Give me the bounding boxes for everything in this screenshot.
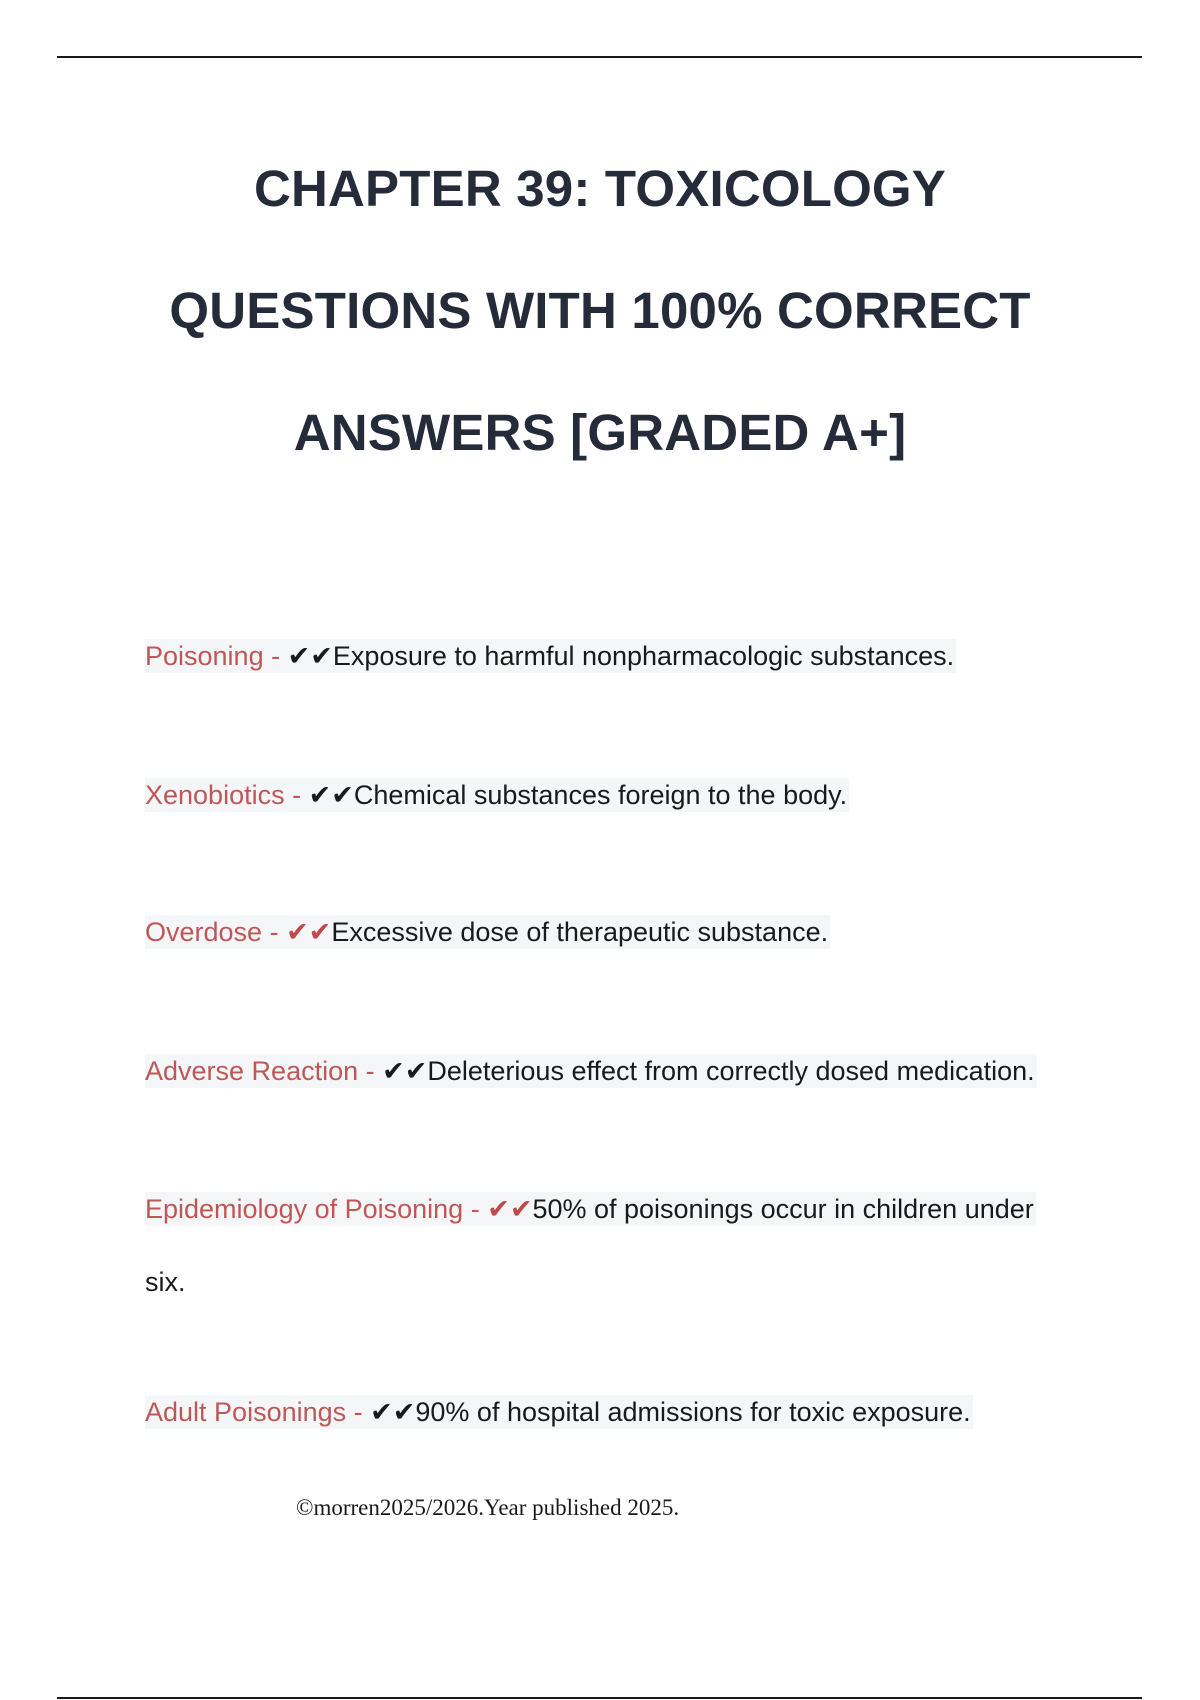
- entry-separator: -: [358, 1056, 383, 1086]
- entry-answer: 90% of hospital admissions for toxic exposure.: [415, 1397, 971, 1427]
- check-icon: ✔✔: [382, 1056, 428, 1086]
- entry-term: Adult Poisonings: [145, 1397, 347, 1427]
- entry-answer: Exposure to harmful nonpharmacologic substances.: [332, 641, 955, 671]
- entry-separator: -: [263, 641, 288, 671]
- entry-answer: 50% of poisonings occur in children under: [532, 1194, 1034, 1224]
- qa-entry-xenobiotics: [145, 775, 849, 815]
- top-rule: [57, 56, 1142, 58]
- entry-term: Adverse Reaction: [145, 1056, 359, 1086]
- entry-answer: Excessive dose of therapeutic substance.: [331, 917, 829, 947]
- bottom-rule: [57, 1697, 1142, 1699]
- check-icon: ✔✔: [286, 917, 332, 947]
- entry-term: Xenobiotics: [145, 780, 285, 810]
- check-icon: ✔✔: [370, 1397, 416, 1427]
- entry-answer: Deleterious effect from correctly dosed medication.: [427, 1056, 1035, 1086]
- entry-term: Epidemiology of Poisoning: [145, 1194, 464, 1224]
- entry-term: Overdose: [145, 917, 263, 947]
- page-title: [0, 128, 1200, 494]
- qa-entry-epidemiology: [145, 1189, 1036, 1229]
- title-line-3: ANSWERS [GRADED A+]: [293, 404, 907, 461]
- entry-separator: -: [346, 1397, 371, 1427]
- title-line-2: QUESTIONS WITH 100% CORRECT: [169, 282, 1031, 339]
- entry-separator: -: [463, 1194, 488, 1224]
- title-line-1: CHAPTER 39: TOXICOLOGY: [253, 160, 947, 217]
- qa-entry-adult-poisonings: [145, 1392, 973, 1432]
- check-icon: ✔✔: [287, 641, 333, 671]
- check-icon: ✔✔: [487, 1194, 533, 1224]
- entry-separator: -: [262, 917, 287, 947]
- check-icon: ✔✔: [308, 780, 354, 810]
- entry-answer-continued: six.: [145, 1267, 186, 1297]
- qa-entry-adverse-reaction: [145, 1051, 1037, 1091]
- qa-entry-poisoning: [145, 636, 956, 676]
- qa-entry-overdose: [145, 912, 830, 952]
- entry-term: Poisoning: [145, 641, 264, 671]
- copyright-note: ©morren2025/2026.Year published 2025.: [296, 1495, 680, 1520]
- entry-separator: -: [284, 780, 309, 810]
- entry-answer: Chemical substances foreign to the body.: [353, 780, 848, 810]
